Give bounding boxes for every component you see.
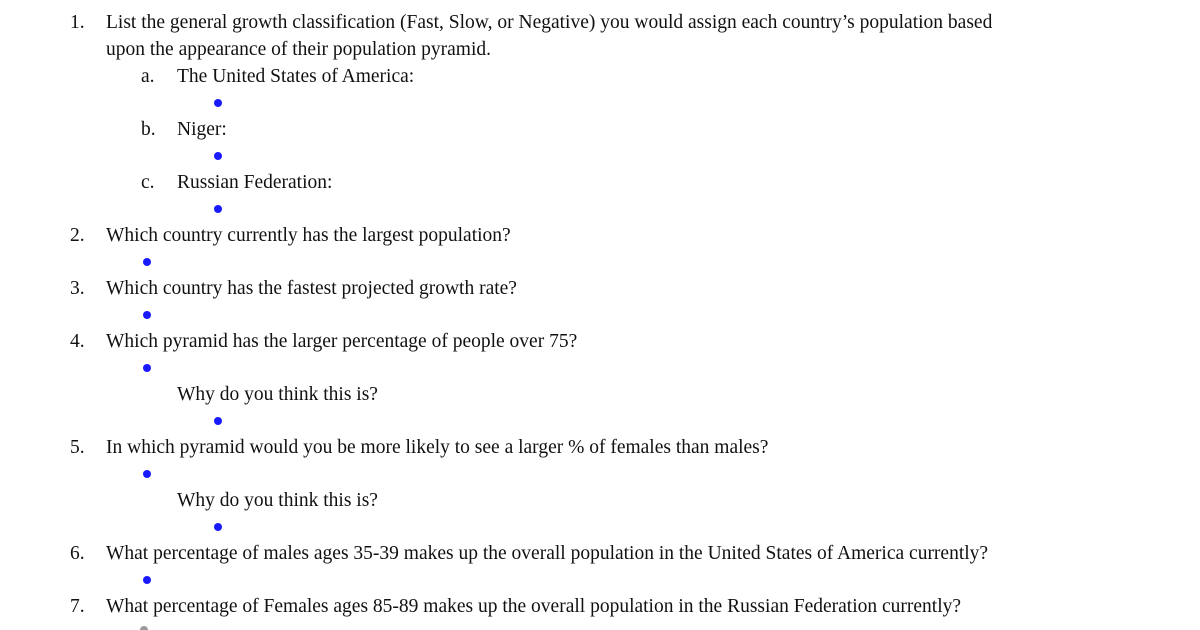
question-1a-letter: a. xyxy=(141,66,155,87)
question-1-number: 1. xyxy=(70,12,85,33)
question-1-text-line2: upon the appearance of their population pyramid. xyxy=(106,39,491,60)
question-1c-letter: c. xyxy=(141,172,155,193)
question-7-number: 7. xyxy=(70,596,85,617)
question-2-text: Which country currently has the largest population? xyxy=(106,225,511,246)
question-4-followup: Why do you think this is? xyxy=(177,384,378,405)
question-4-number: 4. xyxy=(70,331,85,352)
question-1c-text: Russian Federation: xyxy=(177,172,333,193)
answer-bullet-icon xyxy=(143,470,151,478)
question-4-text: Which pyramid has the larger percentage of people over 75? xyxy=(106,331,578,352)
question-3-text: Which country has the fastest projected growth rate? xyxy=(106,278,517,299)
question-1a-text: The United States of America: xyxy=(177,66,415,87)
answer-bullet-icon xyxy=(143,576,151,584)
question-5-number: 5. xyxy=(70,437,85,458)
answer-bullet-icon xyxy=(214,99,222,107)
question-1b-text: Niger: xyxy=(177,119,227,140)
answer-bullet-icon xyxy=(214,205,222,213)
answer-bullet-icon xyxy=(214,152,222,160)
question-5-text: In which pyramid would you be more likely to see a larger % of females than males? xyxy=(106,437,769,458)
answer-bullet-icon xyxy=(143,364,151,372)
answer-bullet-icon xyxy=(214,523,222,531)
question-3-number: 3. xyxy=(70,278,85,299)
question-6-number: 6. xyxy=(70,543,85,564)
answer-bullet-icon xyxy=(214,417,222,425)
question-1b-letter: b. xyxy=(141,119,156,140)
answer-bullet-icon xyxy=(143,311,151,319)
answer-bullet-icon xyxy=(140,626,150,630)
question-1-text-line1: List the general growth classification (Fast, Slow, or Negative) you would assign each country’s population based xyxy=(106,12,993,33)
question-5-followup: Why do you think this is? xyxy=(177,490,378,511)
question-6-text: What percentage of males ages 35-39 makes up the overall population in the United States of America currently? xyxy=(106,543,989,564)
question-7-text: What percentage of Females ages 85-89 makes up the overall population in the Russian Federation currently? xyxy=(106,596,962,617)
answer-bullet-icon xyxy=(143,258,151,266)
question-2-number: 2. xyxy=(70,225,85,246)
